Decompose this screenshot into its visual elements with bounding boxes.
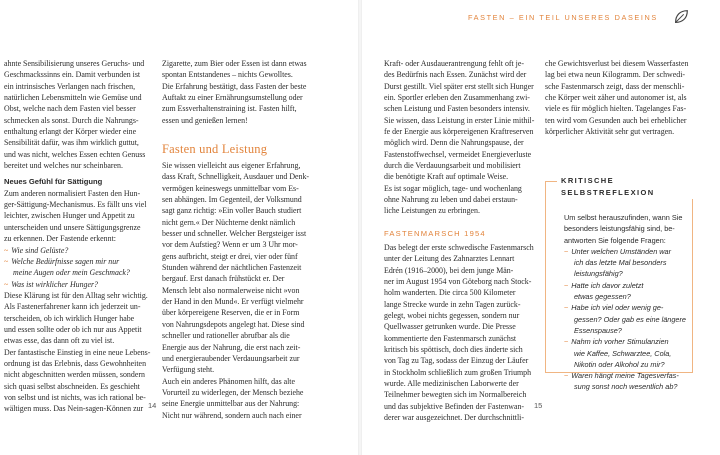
text-line: ahnte Sensibilisierung unseres Geruchs- und: [4, 59, 145, 68]
text-line: möglich wird. Denn die Nahrungspause, der: [384, 138, 524, 148]
question-text: Wie sind Gelüste?: [11, 245, 69, 255]
text-line: der Hand in den Mund«. Er verfügt vielmehr: [162, 297, 304, 307]
gewichtsverlust-paragraph: [545, 58, 695, 137]
text-line: Teilnehmer bewegten sich im Normalbereich: [384, 390, 527, 400]
text-line: liche Leistungen zu erbringen.: [384, 206, 480, 216]
text-line: schen Leistung und Fasten besonders intensiv.: [384, 104, 530, 114]
text-line: und das subjektive Befinden der Fastenwan-: [384, 401, 525, 411]
leaf-icon: [672, 8, 690, 26]
text-line: kritisch bis spöttisch, doch dies änderte sich: [384, 345, 523, 355]
text-line: Vorurteil zu widerlegen, der Mensch beziehe: [162, 387, 304, 397]
text-line: sagt ganz richtig: »Ein voller Bauch studiert: [162, 206, 302, 216]
question-line: [564, 381, 686, 392]
text-line: Es ist sogar möglich, tage- und wochenlang: [384, 183, 522, 193]
text-line: Quellwasser getrunken wurde. Die Presse: [384, 322, 516, 332]
question-text: Habe ich viel oder wenig ge-: [571, 303, 664, 313]
text-line: ordnung ist das Erlebnis, dass Gewohnheiten: [4, 358, 147, 368]
text-line: ten wird vom Gesunden auch bei erheblicher: [545, 115, 687, 125]
question-line: [564, 246, 686, 257]
fasten-geniessen-paragraph: [162, 58, 312, 126]
text-line: Auftakt zu einer Ernährungsumstellung oder: [162, 93, 303, 103]
question-line: [4, 245, 144, 256]
running-head: FASTEN – EIN TEIL UNSERES DASEINS: [468, 13, 658, 22]
question-text: Nikotin oder Alkohol zu mir?: [574, 359, 665, 369]
question-text: etwas gegessen?: [574, 292, 631, 302]
text-line: che Gewichtsverlust bei diesem Wasserfasten: [545, 59, 689, 68]
tilde-bullet-icon: ~: [4, 279, 9, 289]
text-line: sich quasi selbst abschneiden. Es geschieht: [4, 381, 140, 391]
question-list: [4, 245, 144, 290]
question-text: gessen? Oder gab es eine längere: [574, 314, 686, 324]
subheading-fastenmarsch: FASTENMARSCH 1954: [384, 229, 486, 238]
question-text: meine Augen oder mein Geschmack?: [13, 268, 130, 278]
text-line: Stunden während der nächtlichen Fastenzeit: [162, 263, 302, 273]
question-line: [564, 280, 686, 291]
question-text: Welche Bedürfnisse sagen mir nur: [11, 256, 120, 266]
question-line: [564, 314, 686, 325]
question-text: leistungsfähig?: [574, 269, 623, 279]
text-line: nicht abgeschnitten werden müssen, sondern: [4, 370, 145, 380]
text-line: Der fantastische Einstieg in eine neue Lebens-: [4, 347, 151, 357]
text-line: Zum anderen normalisiert Fasten den Hun-: [4, 188, 141, 198]
text-line: zu erkennen. Der Fastende erkennt:: [4, 234, 116, 244]
text-line: von selbst und ist nichts, was ich rational be-: [4, 392, 146, 402]
text-line: gelegt, wobei nichts gegessen, sondern nur: [384, 311, 520, 321]
text-line: sen abhängen. Im Gegenteil, der Volksmund: [162, 195, 302, 205]
question-text: Essenspause?: [574, 325, 622, 335]
text-line: besser und schneller. Welcher Bergsteiger isst: [162, 229, 307, 239]
text-line: zum Essverhaltenstraining ist. Fasten hilft,: [162, 104, 297, 114]
text-line: derer war ausgezeichnet. Der durchschnittli-: [384, 413, 524, 423]
text-line: bereitet und welches nur scheinbaren.: [4, 161, 123, 171]
text-line: die benötigte Kraft auf optimale Weise.: [384, 172, 509, 182]
question-text: wie Kaffee, Schwarztee, Cola,: [574, 348, 672, 358]
text-line: Energie aus der Nahrung, die erst nach zeit-: [162, 342, 301, 352]
text-line: Diese Klärung ist für den Alltag sehr wichtig.: [4, 290, 148, 300]
text-line: ein intrinsisches Verlangen nach frischen,: [4, 81, 136, 91]
text-line: Auch ein anderes Phänomen hilft, das alte: [162, 376, 296, 386]
text-line: und essen sollte oder ob ich nur aus Appetit: [4, 324, 142, 334]
text-line: Fastenstoffwechsel, vermeidet Energieverluste: [384, 149, 532, 159]
text-line: durch die Verdauungsarbeit und mobilisiert: [384, 161, 521, 171]
fastenmarsch-paragraph: [384, 242, 534, 424]
text-line: schneller und rationeller abrufbar als die: [162, 331, 290, 341]
text-line: Nicht nur während, sondern auch nach einer: [162, 410, 302, 420]
page-number-right: 15: [534, 401, 543, 410]
text-line: kommentierte den Fastenmarsch zunächst: [384, 333, 517, 343]
text-line: seine Energie unmittelbar aus der Nahrung:: [162, 399, 300, 409]
text-line: Verfügung steht.: [162, 365, 215, 375]
text-line: viele es für möglich hielten. Tagelanges Fas-: [545, 104, 687, 114]
text-line: ein. Sportler erleben den Zusammenhang zwi-: [384, 93, 530, 103]
question-text: Nahm ich vorher Stimulanzien: [571, 337, 669, 347]
text-line: Das belegt der erste schwedische Fastenmarsch: [384, 243, 534, 252]
text-line: fe der Energie aus körpereigenen Kraftreserven: [384, 127, 534, 137]
text-line: nicht gern.« Der Nüchterne denkt nämlich: [162, 217, 296, 227]
text-line: lange Strecke wurde in zehn Tagen zurück-: [384, 299, 521, 309]
page-number-left: 14: [148, 401, 157, 410]
question-line: [564, 325, 686, 336]
question-text: ich das letzte Mal besonders: [574, 258, 667, 268]
left-page-column-1: [4, 58, 151, 415]
question-line: [564, 348, 686, 359]
text-line: über körpereigene Reserven, die er in Form: [162, 308, 300, 318]
text-line: natürlichen Lebensmitteln wie Gemüse und: [4, 93, 142, 103]
right-page-column-1-bottom: [384, 242, 534, 424]
text-line: besonders leistungsfähig sind, be-: [564, 224, 675, 234]
sportler-paragraph: [384, 58, 535, 217]
text-line: antworten Sie folgende Fragen:: [564, 235, 666, 245]
question-line: [564, 257, 686, 268]
right-page-column-2: [545, 58, 695, 137]
reflection-question-list: [564, 246, 686, 393]
tilde-bullet-icon: ~: [564, 303, 569, 313]
subheading-saettigung: Neues Gefühl für Sättigung: [4, 177, 103, 187]
text-line: Mensch lebt also normalerweise nicht »von: [162, 285, 300, 295]
question-text: Was ist wirklicher Hunger?: [11, 279, 99, 289]
klaerung-paragraph: [4, 290, 151, 415]
tilde-bullet-icon: ~: [564, 246, 569, 256]
tilde-bullet-icon: ~: [4, 245, 9, 255]
text-line: Durst gestillt. Viel später erst stellt sich Hunger: [384, 81, 534, 91]
question-line: [564, 302, 686, 313]
leistung-paragraph: [162, 160, 312, 421]
text-line: des Bedürfnis nach Essen. Zunächst wird der: [384, 70, 527, 80]
text-line: Edrén (1916–2000), bei dem junge Män-: [384, 265, 514, 275]
text-line: dass Kraft, Schnelligkeit, Ausdauer und Denk-: [162, 172, 310, 182]
text-line: Geschmackssinns ein. Damit verbunden ist: [4, 70, 141, 80]
text-line: und energieraubender Verdauungsarbeit zur: [162, 353, 300, 363]
text-line: Um selbst herauszufinden, wann Sie: [564, 213, 683, 222]
text-line: wurde. Alle medizinischen Laborwerte der: [384, 379, 519, 389]
text-line: ner im August 1954 von Göteborg nach Stock-: [384, 277, 532, 287]
text-line: schmecken als sonst. Durch die Nahrungs-: [4, 115, 139, 125]
question-line: [4, 279, 144, 290]
text-line: lag bei etwa neun Kilogramm. Der schwedi-: [545, 70, 686, 80]
question-line: [564, 336, 686, 347]
tilde-bullet-icon: ~: [564, 337, 569, 347]
question-text: sung sonst noch wesentlich ab?: [574, 382, 678, 392]
text-line: essen und genießen lernen!: [162, 115, 248, 125]
text-line: ohne Nahrung zu leben und dabei erstaun-: [384, 195, 518, 205]
text-line: und was nicht, welches Essen echten Genuss: [4, 149, 146, 159]
tilde-bullet-icon: ~: [564, 280, 569, 290]
text-line: von Nahrungsdepots angelegt hat. Diese sind: [162, 319, 305, 329]
question-line: [564, 268, 686, 279]
text-line: Zigarette, zum Bier oder Essen ist dann etwas: [162, 59, 307, 68]
reflection-intro: [564, 212, 686, 246]
text-line: bergauf. Erst danach frühstückt er. Der: [162, 274, 285, 284]
text-line: Kraft- oder Ausdauerantrengung fehlt oft je-: [384, 59, 525, 68]
reflection-box-body: [564, 212, 686, 393]
text-line: Die Erfahrung bestätigt, dass Fasten der beste: [162, 81, 307, 91]
text-line: terscheiden, ob ich wirklich Hunger habe: [4, 313, 135, 323]
text-line: holm wanderten. Die circa 500 Kilometer: [384, 288, 516, 298]
heading-fasten-und-leistung: Fasten und Leistung: [162, 142, 268, 156]
text-line: Sensibilität dafür, was ihm wirklich guttut,: [4, 138, 139, 148]
intro-paragraph: [4, 58, 144, 171]
text-line: ger-Sättigung-Mechanismus. Es fällt uns viel: [4, 200, 147, 210]
text-line: vor dem Aufstieg? Wenn er um 3 Uhr mor-: [162, 240, 298, 250]
question-line: [564, 359, 686, 370]
question-line: [4, 256, 144, 267]
text-line: Obst, welche nach dem Fasten viel besser: [4, 104, 136, 114]
text-line: etwas esse, das dann oft zu viel ist.: [4, 336, 115, 346]
left-page-column-2-bottom: [162, 160, 312, 421]
tilde-bullet-icon: ~: [564, 371, 569, 381]
right-page-column-1-top: [384, 58, 535, 217]
question-line: [564, 370, 686, 381]
question-text: Unter welchen Umständen war: [571, 246, 672, 256]
text-line: Als Fastenerfahrener kann ich jederzeit un-: [4, 302, 141, 312]
tilde-bullet-icon: ~: [4, 256, 9, 266]
text-line: unter der Leitung des Zahnarztes Lennart: [384, 254, 515, 264]
text-line: gens aufbricht, steigt er drei, vier oder fünf: [162, 251, 298, 261]
text-line: wältigen muss. Das Nein-sagen-Können zur: [4, 404, 144, 414]
text-line: enthaltung erlangt der Körper wieder eine: [4, 127, 137, 137]
text-line: sche Fastenmarsch zeigt, dass der menschli-: [545, 81, 685, 91]
text-line: che Körper weit zäher und autonomer ist, als: [545, 93, 687, 103]
question-line: [564, 291, 686, 302]
text-line: leichter, zwischen Hunger und Appetit zu: [4, 211, 135, 221]
question-line: [4, 267, 144, 278]
page-gutter: [358, 0, 362, 455]
left-page-column-2-top: [162, 58, 312, 126]
question-text: Hatte ich davor zuletzt: [571, 280, 644, 290]
reflection-box: [545, 175, 695, 392]
text-line: Sie wissen, dass Leistung in erster Linie mithil-: [384, 115, 535, 125]
text-line: unterscheiden und unsere Sättigungsgrenze: [4, 222, 141, 232]
text-line: von Tag zu Tag, sodass der Einzug der Läufer: [384, 356, 529, 366]
text-line: in Stockholm schließlich zum großen Triumph: [384, 367, 532, 377]
text-line: körperlicher Aktivität sehr gut vertragen.: [545, 127, 675, 137]
text-line: spontan Entstandenes – nichts Gewolltes.: [162, 70, 293, 80]
saettigung-paragraph: [4, 188, 147, 245]
text-line: vermögen keineswegs unmittelbar vom Es-: [162, 183, 299, 193]
question-text: Waren hängt meine Tagesverfas-: [571, 371, 679, 381]
reflection-box-title: KRITISCHE SELBSTREFLEXION: [557, 175, 695, 199]
text-line: Sie wissen vielleicht aus eigener Erfahrung,: [162, 161, 301, 170]
